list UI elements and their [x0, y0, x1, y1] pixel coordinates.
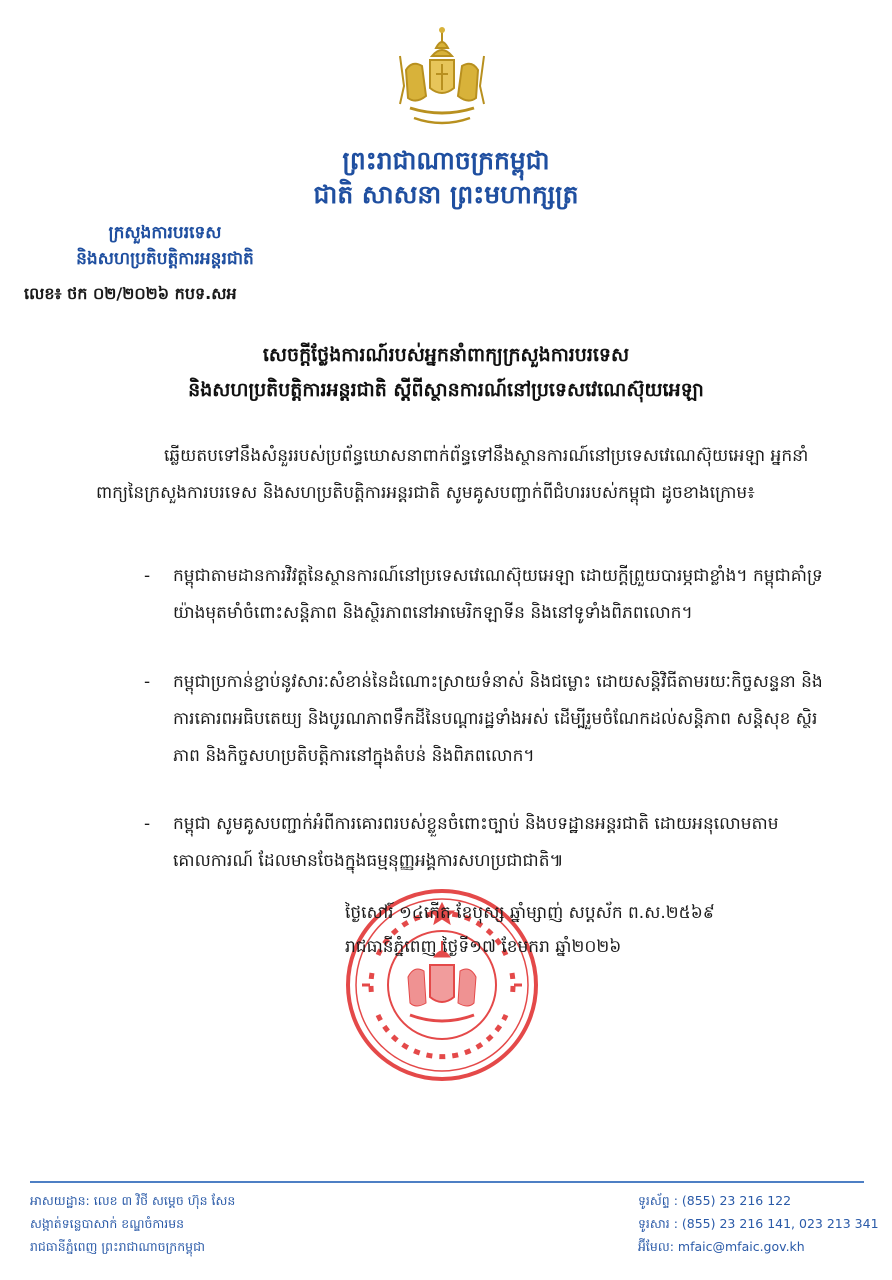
footer-address-line1: អាសយដ្ឋាន: លេខ ៣ វិថី សម្ដេច ហ៊ុន សែន: [30, 1193, 236, 1208]
footer-email[interactable]: អ៊ីមែល: mfaic@mfaic.gov.kh: [638, 1239, 805, 1254]
statement-title-line1: សេចក្ដីថ្លែងការណ៍របស់អ្នកនាំពាក្យក្រសួងការបរទេស: [262, 344, 630, 366]
solar-date: រាជធានីភ្នំពេញ ថ្ងៃទី១៧ ខែមករា ឆ្នាំ២០២៦: [345, 937, 622, 957]
bullet-text: កម្ពុជា សូមគូសបញ្ជាក់អំពីការគោរពរបស់ខ្លួនចំពោះច្បាប់ និងបទដ្ឋានអន្តរជាតិ ដោយអនុលោមតាមគោលការណ៍ ដែលមានចែងក្នុងធម្មនុញ្ញអង្គការសហប្រជាជាតិ៕: [173, 814, 779, 871]
footer-address-line2: សង្កាត់ទន្លេបាសាក់ ខណ្ឌចំការមន: [30, 1216, 185, 1231]
statement-title-line2: និងសហប្រតិបត្តិការអន្តរជាតិ ស្ដីពីស្ថានការណ៍នៅប្រទេសវេណេស៊ុយអេឡា: [188, 379, 704, 401]
lunar-date: ថ្ងៃសៅរ៍ ១៤កើត ខែបុស្ស ឆ្នាំម្សាញ់ សប្តស័ក ព.ស.២៥៦៩: [345, 903, 715, 923]
intro-paragraph: ឆ្លើយតបទៅនឹងសំនួររបស់ប្រព័ន្ធឃោសនាពាក់ព័ន្ធទៅនឹងស្ថានការណ៍នៅប្រទេសវេណេស៊ុយអេឡា អ្នកនាំពាក្យនៃក្រសួងការបរទេស និងសហប្រតិបត្តិការអន្តរជាតិ សូមគូសបញ្ជាក់ពីជំហររបស់កម្ពុជា ដូចខាងក្រោម៖: [96, 446, 809, 503]
bullet-dash: -: [144, 566, 151, 586]
bullet-dash: -: [144, 814, 151, 834]
reference-number: លេខ៖ ថក ០២/២០២៦ កបទ.សអ: [24, 284, 237, 303]
bullet-text: កម្ពុជាតាមដានការវិវត្តនៃស្ថានការណ៍នៅប្រទេសវេណេស៊ុយអេឡា ដោយក្ដីព្រួយបារម្ភជាខ្លាំង។ កម្ពុជាគាំទ្រយ៉ាងមុតមាំចំពោះសន្តិភាព និងស្ថិរភាពនៅអាមេរិកឡាទីន និងនៅទូទាំងពិភពលោក។: [173, 566, 823, 623]
footer-phone: ទូរស័ព្ទ : (855) 23 216 122: [638, 1193, 792, 1208]
bullet-dash: -: [144, 672, 151, 692]
footer-fax: ទូរសារ : (855) 23 216 141, 023 213 341: [638, 1216, 879, 1231]
bullet-text: កម្ពុជាប្រកាន់ខ្ជាប់នូវសារៈសំខាន់នៃដំណោះស្រាយទំនាស់ និងជម្លោះ ដោយសន្តិវិធីតាមរយៈកិច្ចសន្ទនា និងការគោរពអធិបតេយ្យ និងបូរណភាពទឹកដីនៃបណ្ដារដ្ឋទាំងអស់ ដើម្បីរួមចំណែកដល់សន្តិភាព សន្តិសុខ ស្ថិរភាព និងកិច្ចសហប្រតិបត្តិការនៅក្នុងតំបន់ និងពិភពលោក។: [173, 672, 823, 766]
kingdom-motto: ជាតិ សាសនា ព្រះមហាក្សត្រ: [313, 180, 579, 209]
kingdom-name: ព្រះរាជាណាចក្រកម្ពុជា: [342, 146, 550, 175]
footer-address-line3: រាជធានីភ្នំពេញ ព្រះរាជាណាចក្រកម្ពុជា: [30, 1239, 205, 1254]
ministry-name-line2: និងសហប្រតិបត្តិការអន្តរជាតិ: [76, 249, 254, 269]
ministry-name-line1: ក្រសួងការបរទេស: [108, 223, 222, 243]
royal-coat-of-arms-icon: [392, 26, 492, 134]
footer-divider: [30, 1181, 864, 1183]
